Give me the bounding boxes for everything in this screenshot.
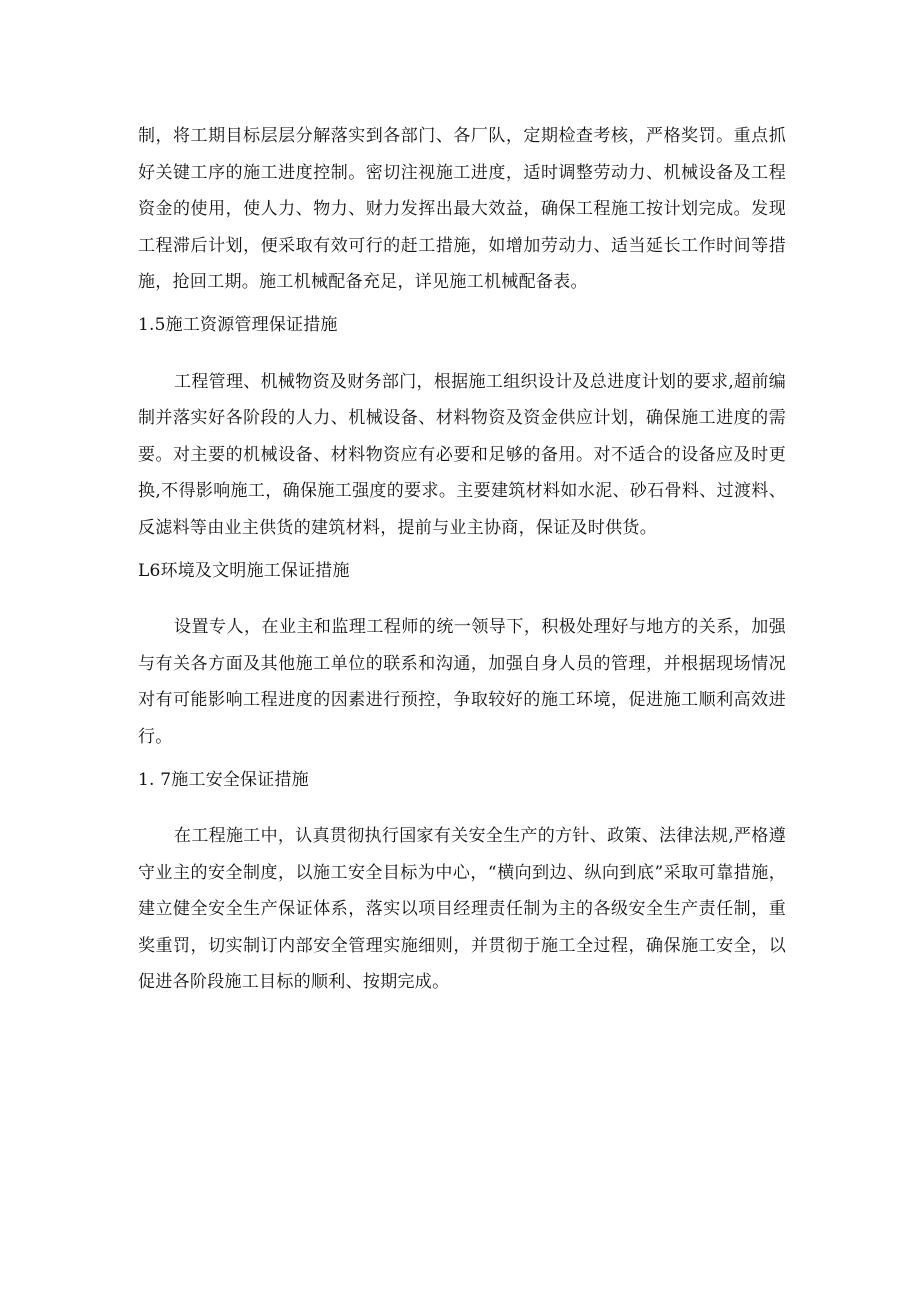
- spacer: [138, 589, 786, 609]
- section-heading-1-6: L6环境及文明施工保证措施: [138, 560, 350, 581]
- section-heading-1-7: 1. 7施工安全保证措施: [138, 769, 309, 790]
- section-body-1-6: 设置专人，在业主和监理工程师的统一领导下，积极处理好与地方的关系，加强与有关各方面及其他施工单位的联系和沟通，加强自身人员的管理，并根据现场情况对有可能影响工程进度的因素进行预控，争取较好的施工环境，促进施工顺利高效进行。: [138, 617, 786, 747]
- section-heading-1-5: 1.5施工资源管理保证措施: [138, 314, 338, 335]
- spacer: [138, 798, 786, 818]
- spacer: [138, 344, 786, 364]
- section-body-1-7: 在工程施工中，认真贯彻执行国家有关安全生产的方针、政策、法律法规,严格遵守业主的安全制度，以施工安全目标为中心，“横向到边、纵向到底”采取可靠措施，建立健全安全生产保证体系，落实以项目经理责任制为主的各级安全生产责任制，重奖重罚，切实制订内部安全管理实施细则，并贯彻于施工全过程，确保施工安全，以促进各阶段施工目标的顺利、按期完成。: [138, 826, 786, 993]
- document-page: [138, 118, 786, 1001]
- continuation-paragraph: 制，将工期目标层层分解落实到各部门、各厂队，定期检查考核，严格奖罚。重点抓好关键工序的施工进度控制。密切注视施工进度，适时调整劳动力、机械设备及工程资金的使用，使人力、物力、财力发挥出最大效益，确保工程施工按计划完成。发现工程滞后计划，便采取有效可行的赶工措施，如增加劳动力、适当延长工作时间等措施，抢回工期。施工机械配备充足，详见施工机械配备表。: [138, 126, 786, 293]
- section-body-1-5: 工程管理、机械物资及财务部门，根据施工组织设计及总进度计划的要求,超前编制并落实好各阶段的人力、机械设备、材料物资及资金供应计划，确保施工进度的需要。对主要的机械设备、材料物资应有必要和足够的备用。对不适合的设备应及时更换,不得影响施工，确保施工强度的要求。主要建筑材料如水泥、砂石骨料、过渡料、反滤料等由业主供货的建筑材料，提前与业主协商，保证及时供货。: [138, 371, 786, 538]
